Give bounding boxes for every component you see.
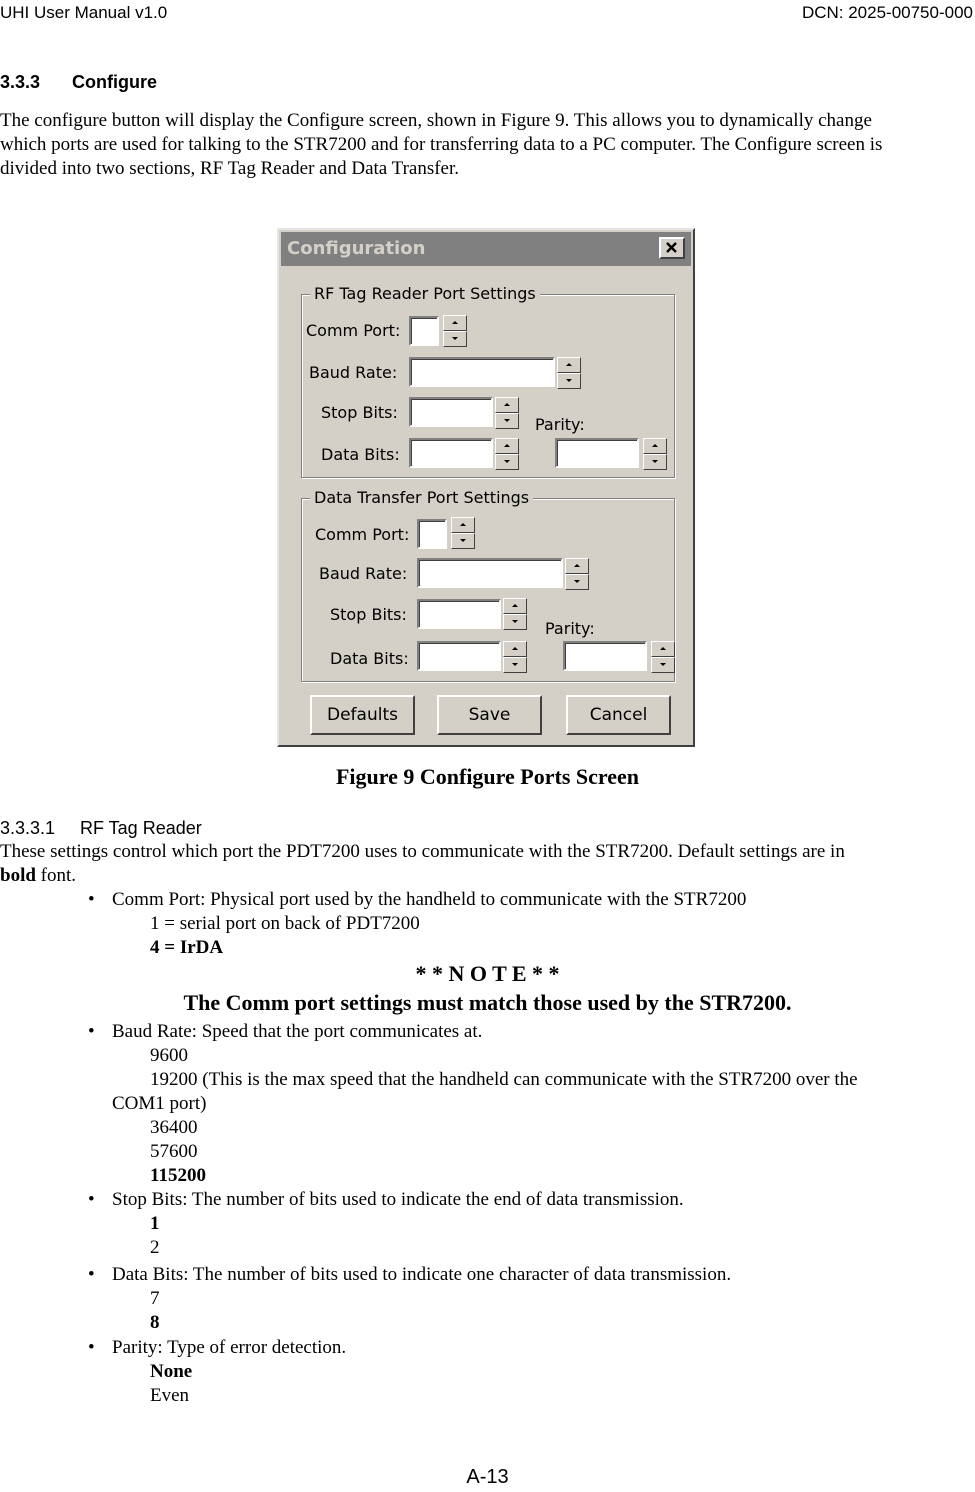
spin-up-icon[interactable] xyxy=(503,641,527,657)
comm-port-item: Comm Port: Physical port used by the handheld to communicate with the STR7200 xyxy=(112,889,747,910)
subsection-heading xyxy=(0,818,202,839)
dt-baud-rate-field[interactable] xyxy=(417,558,563,588)
rf-baud-rate-label: Baud Rate: xyxy=(309,363,398,382)
data-bits-item: Data Bits: The number of bits used to indicate one character of data transmission. xyxy=(112,1264,732,1285)
figure-caption: Figure 9 Configure Ports Screen xyxy=(335,764,640,789)
defaults-button[interactable]: Defaults xyxy=(310,695,415,735)
parity-item: Parity: Type of error detection. xyxy=(112,1337,347,1358)
dt-comm-port-label: Comm Port: xyxy=(315,525,410,544)
note-title: * * N O T E * * xyxy=(415,961,560,986)
spin-down-icon[interactable] xyxy=(557,373,581,389)
bullet-dot: • xyxy=(88,889,95,910)
intro-line-1: The configure button will display the Configure screen, shown in Figure 9. This allows you to dynamically change xyxy=(0,110,872,131)
sub-intro-line-1: These settings control which port the PDT7200 uses to communicate with the STR7200. Default settings are in xyxy=(0,841,845,862)
rf-stop-bits-spinner[interactable] xyxy=(495,397,519,429)
rf-data-bits-label: Data Bits: xyxy=(321,445,400,464)
rf-stop-bits-label: Stop Bits: xyxy=(321,403,398,422)
configuration-dialog xyxy=(277,228,695,747)
dt-stop-bits-spinner[interactable] xyxy=(503,598,527,630)
spin-down-icon[interactable] xyxy=(495,454,519,470)
dt-parity-label: Parity: xyxy=(545,619,595,638)
rf-comm-port-spinner[interactable] xyxy=(443,315,467,347)
dt-baud-rate-spinner[interactable] xyxy=(565,558,589,590)
spin-down-icon[interactable] xyxy=(503,614,527,630)
save-button[interactable]: Save xyxy=(437,695,542,735)
close-icon xyxy=(661,239,683,257)
baud-option-5: 115200 xyxy=(150,1165,206,1186)
rf-baud-rate-field[interactable] xyxy=(409,357,555,387)
stop-option-1: 1 xyxy=(150,1213,160,1234)
rf-parity-field[interactable] xyxy=(555,438,639,468)
page-number: A-13 xyxy=(466,1466,509,1488)
spin-up-icon[interactable] xyxy=(451,517,475,533)
dt-parity-spinner[interactable] xyxy=(651,641,675,673)
spin-up-icon[interactable] xyxy=(503,598,527,614)
dialog-title-bar xyxy=(281,232,691,266)
subsection-number: 3.3.3.1 xyxy=(0,818,56,838)
baud-option-2: 19200 (This is the max speed that the handheld can communicate with the STR7200 over the xyxy=(150,1069,858,1090)
spin-down-icon[interactable] xyxy=(565,574,589,590)
intro-line-2: which ports are used for talking to the STR7200 and for transferring data to a PC computer. The Configure screen is xyxy=(0,134,883,155)
close-button[interactable] xyxy=(659,237,685,259)
spin-down-icon[interactable] xyxy=(643,454,667,470)
baud-option-2-cont: COM1 port) xyxy=(112,1093,207,1114)
header-left: UHI User Manual v1.0 xyxy=(0,3,168,22)
data-option-2: 8 xyxy=(150,1312,160,1333)
rf-group-title: RF Tag Reader Port Settings xyxy=(310,284,540,303)
rf-parity-label: Parity: xyxy=(535,415,585,434)
rf-comm-port-field[interactable] xyxy=(409,316,439,346)
intro-line-3: divided into two sections, RF Tag Reader and Data Transfer. xyxy=(0,158,460,179)
sub-intro-rest: font. xyxy=(35,865,77,886)
spin-down-icon[interactable] xyxy=(495,413,519,429)
rf-baud-rate-spinner[interactable] xyxy=(557,357,581,389)
spin-down-icon[interactable] xyxy=(503,657,527,673)
dt-group-title: Data Transfer Port Settings xyxy=(310,488,533,507)
dialog-title: Configuration xyxy=(287,238,426,259)
bullet-dot: • xyxy=(88,1337,95,1358)
spin-up-icon[interactable] xyxy=(557,357,581,373)
spin-up-icon[interactable] xyxy=(565,558,589,574)
spin-down-icon[interactable] xyxy=(651,657,675,673)
cancel-button[interactable]: Cancel xyxy=(566,695,671,735)
dt-comm-port-spinner[interactable] xyxy=(451,517,475,549)
rf-data-bits-spinner[interactable] xyxy=(495,438,519,470)
stop-option-2: 2 xyxy=(150,1237,160,1258)
baud-rate-item: Baud Rate: Speed that the port communicates at. xyxy=(112,1021,483,1042)
spin-up-icon[interactable] xyxy=(495,438,519,454)
rf-comm-port-label: Comm Port: xyxy=(306,321,401,340)
dt-stop-bits-label: Stop Bits: xyxy=(330,605,407,624)
section-number: 3.3.3 xyxy=(0,72,41,92)
spin-down-icon[interactable] xyxy=(451,533,475,549)
baud-option-1: 9600 xyxy=(150,1045,188,1066)
note-text: The Comm port settings must match those used by the STR7200. xyxy=(183,990,792,1015)
sub-intro-line-2 xyxy=(0,864,76,888)
stop-bits-item: Stop Bits: The number of bits used to indicate the end of data transmission. xyxy=(112,1189,684,1210)
spin-up-icon[interactable] xyxy=(643,438,667,454)
parity-option-2: Even xyxy=(150,1385,190,1406)
section-title: Configure xyxy=(72,72,157,92)
comm-option-2: 4 = IrDA xyxy=(150,937,224,958)
dt-comm-port-field[interactable] xyxy=(417,519,447,549)
rf-data-bits-field[interactable] xyxy=(409,438,493,468)
bullet-dot: • xyxy=(88,1021,95,1042)
header-right: DCN: 2025-00750-000 xyxy=(801,3,973,22)
spin-up-icon[interactable] xyxy=(651,641,675,657)
baud-option-4: 57600 xyxy=(150,1141,198,1162)
bullet-dot: • xyxy=(88,1189,95,1210)
dt-parity-field[interactable] xyxy=(563,641,647,671)
section-heading xyxy=(0,72,157,93)
dt-data-bits-spinner[interactable] xyxy=(503,641,527,673)
dt-stop-bits-field[interactable] xyxy=(417,599,501,629)
dt-data-bits-label: Data Bits: xyxy=(330,649,409,668)
bold-word: bold xyxy=(0,865,36,886)
bullet-dot: • xyxy=(88,1264,95,1285)
rf-parity-spinner[interactable] xyxy=(643,438,667,470)
data-option-1: 7 xyxy=(150,1288,160,1309)
subsection-title: RF Tag Reader xyxy=(80,818,202,838)
baud-option-3: 36400 xyxy=(150,1117,198,1138)
parity-option-1: None xyxy=(150,1361,193,1382)
spin-down-icon[interactable] xyxy=(443,331,467,347)
spin-up-icon[interactable] xyxy=(443,315,467,331)
dt-data-bits-field[interactable] xyxy=(417,641,501,671)
spin-up-icon[interactable] xyxy=(495,397,519,413)
rf-stop-bits-field[interactable] xyxy=(409,397,493,427)
comm-option-1: 1 = serial port on back of PDT7200 xyxy=(150,913,420,934)
dt-baud-rate-label: Baud Rate: xyxy=(319,564,408,583)
